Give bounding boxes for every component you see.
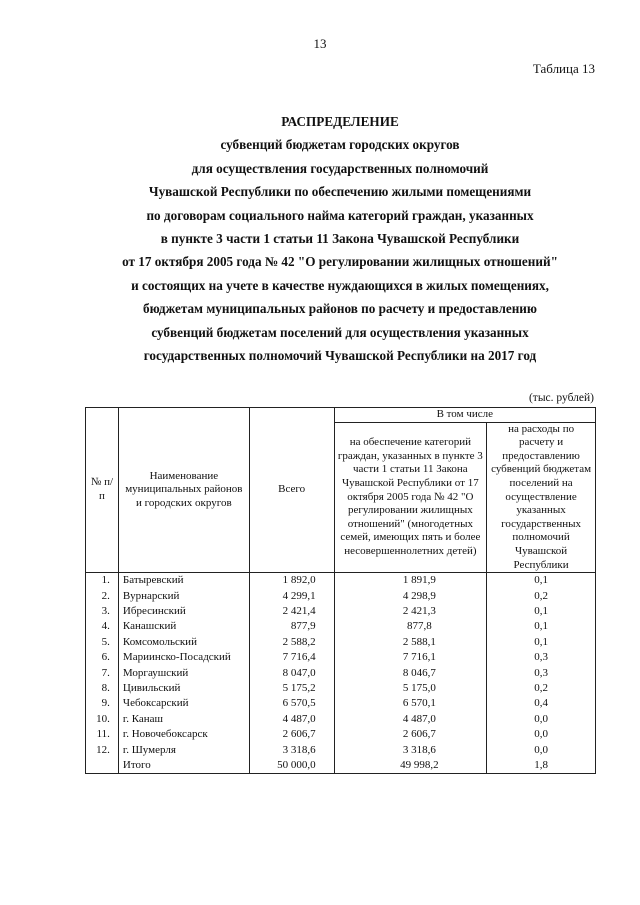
cell-col1: 5 175,0 — [334, 681, 487, 696]
cell-col2: 0,0 — [487, 727, 596, 742]
document-title — [60, 110, 620, 367]
header-total: Всего — [249, 408, 334, 573]
cell-total: 2 588,2 — [249, 635, 334, 650]
cell-num: 10. — [86, 712, 119, 727]
table-row — [86, 619, 596, 634]
cell-col2: 0,4 — [487, 696, 596, 711]
header-including: В том числе — [334, 408, 595, 423]
cell-name: Канашский — [118, 619, 249, 634]
units-label: (тыс. рублей) — [528, 392, 594, 404]
table-row — [86, 650, 596, 665]
page-number: 13 — [313, 36, 327, 51]
cell-total: 50 000,0 — [249, 758, 334, 774]
cell-col2: 0,1 — [487, 619, 596, 634]
cell-name: Мариинско-Посадский — [118, 650, 249, 665]
cell-total: 5 175,2 — [249, 681, 334, 696]
table-body — [86, 573, 596, 774]
cell-num: 11. — [86, 727, 119, 742]
title-line: субвенций бюджетам поселений для осуществления указанных — [151, 324, 529, 340]
cell-col1: 877,8 — [334, 619, 487, 634]
title-line: в пункте 3 части 1 статьи 11 Закона Чувашской Республики — [160, 231, 520, 247]
cell-col2: 0,3 — [487, 666, 596, 681]
cell-name: Чебоксарский — [118, 696, 249, 711]
cell-num: 7. — [86, 666, 119, 681]
cell-name: Батыревский — [118, 573, 249, 589]
cell-total: 3 318,6 — [249, 743, 334, 758]
title-line: для осуществления государственных полномочий — [191, 160, 489, 176]
cell-num: 12. — [86, 743, 119, 758]
title-line: субвенций бюджетам городских округов — [220, 137, 460, 153]
cell-name: Цивильский — [118, 681, 249, 696]
cell-total: 2 421,4 — [249, 604, 334, 619]
table-row — [86, 743, 596, 758]
cell-col1: 2 588,1 — [334, 635, 487, 650]
header-col2: на расходы по расчету и предоставлению субвенций бюджетам поселений на осуществление указанных государственных полномочий Чувашской Республики — [487, 422, 596, 573]
cell-name: Ибресинский — [118, 604, 249, 619]
cell-col2: 0,3 — [487, 650, 596, 665]
cell-name: Комсомольский — [118, 635, 249, 650]
cell-num: 2. — [86, 589, 119, 604]
cell-col1: 2 421,3 — [334, 604, 487, 619]
total-row — [86, 758, 596, 774]
cell-total: 1 892,0 — [249, 573, 334, 589]
cell-name: г. Шумерля — [118, 743, 249, 758]
cell-col2: 1,8 — [487, 758, 596, 774]
cell-name: Моргаушский — [118, 666, 249, 681]
cell-num: 9. — [86, 696, 119, 711]
table-row — [86, 681, 596, 696]
table-row — [86, 666, 596, 681]
cell-col1: 3 318,6 — [334, 743, 487, 758]
title-line: бюджетам муниципальных районов по расчету и предоставлению — [142, 301, 537, 317]
table-row — [86, 589, 596, 604]
header-col1: на обеспечение категорий граждан, указанных в пункте 3 части 1 статьи 11 Закона Чувашской Республики от 17 октября 2005 года № 42 "О регулировании жилищных отношений" (многодетных семей, имеющих пять и более несовершеннолетних детей) — [334, 422, 487, 573]
cell-col2: 0,1 — [487, 604, 596, 619]
cell-total: 877,9 — [249, 619, 334, 634]
cell-col1: 4 298,9 — [334, 589, 487, 604]
title-line: по договорам социального найма категорий граждан, указанных — [146, 207, 534, 223]
cell-total: 6 570,5 — [249, 696, 334, 711]
title-line: государственных полномочий Чувашской Республики на 2017 год — [143, 348, 537, 364]
distribution-table — [85, 407, 596, 774]
cell-col1: 2 606,7 — [334, 727, 487, 742]
cell-col2: 0,2 — [487, 589, 596, 604]
cell-col1: 6 570,1 — [334, 696, 487, 711]
cell-num: 5. — [86, 635, 119, 650]
cell-col2: 0,2 — [487, 681, 596, 696]
title-line: и состоящих на учете в качестве нуждающихся в жилых помещениях, — [131, 277, 549, 293]
table-row — [86, 727, 596, 742]
cell-total: 4 299,1 — [249, 589, 334, 604]
table-label: Таблица 13 — [532, 61, 595, 76]
cell-col1: 7 716,1 — [334, 650, 487, 665]
cell-col2: 0,0 — [487, 712, 596, 727]
cell-name: г. Канаш — [118, 712, 249, 727]
title-line: от 17 октября 2005 года № 42 "О регулировании жилищных отношений" — [122, 254, 558, 270]
cell-num: 4. — [86, 619, 119, 634]
table-row — [86, 635, 596, 650]
cell-total: 2 606,7 — [249, 727, 334, 742]
table-row — [86, 604, 596, 619]
cell-total: 4 487,0 — [249, 712, 334, 727]
title-line: Чувашской Республики по обеспечению жилыми помещениями — [148, 184, 532, 200]
cell-col1: 4 487,0 — [334, 712, 487, 727]
cell-name: Итого — [118, 758, 249, 774]
cell-num: 6. — [86, 650, 119, 665]
cell-total: 8 047,0 — [249, 666, 334, 681]
header-name: Наименование муниципальных районов и городских округов — [118, 408, 249, 573]
cell-col1: 49 998,2 — [334, 758, 487, 774]
cell-total: 7 716,4 — [249, 650, 334, 665]
table-row — [86, 573, 596, 589]
cell-col1: 8 046,7 — [334, 666, 487, 681]
cell-name: г. Новочебоксарск — [118, 727, 249, 742]
cell-col1: 1 891,9 — [334, 573, 487, 589]
cell-num — [86, 758, 119, 774]
header-num: № п/п — [86, 408, 119, 573]
cell-num: 3. — [86, 604, 119, 619]
table-row — [86, 712, 596, 727]
title-line: РАСПРЕДЕЛЕНИЕ — [281, 114, 399, 129]
cell-col2: 0,0 — [487, 743, 596, 758]
cell-num: 8. — [86, 681, 119, 696]
cell-name: Вурнарский — [118, 589, 249, 604]
cell-col2: 0,1 — [487, 573, 596, 589]
table-row — [86, 696, 596, 711]
cell-col2: 0,1 — [487, 635, 596, 650]
cell-num: 1. — [86, 573, 119, 589]
